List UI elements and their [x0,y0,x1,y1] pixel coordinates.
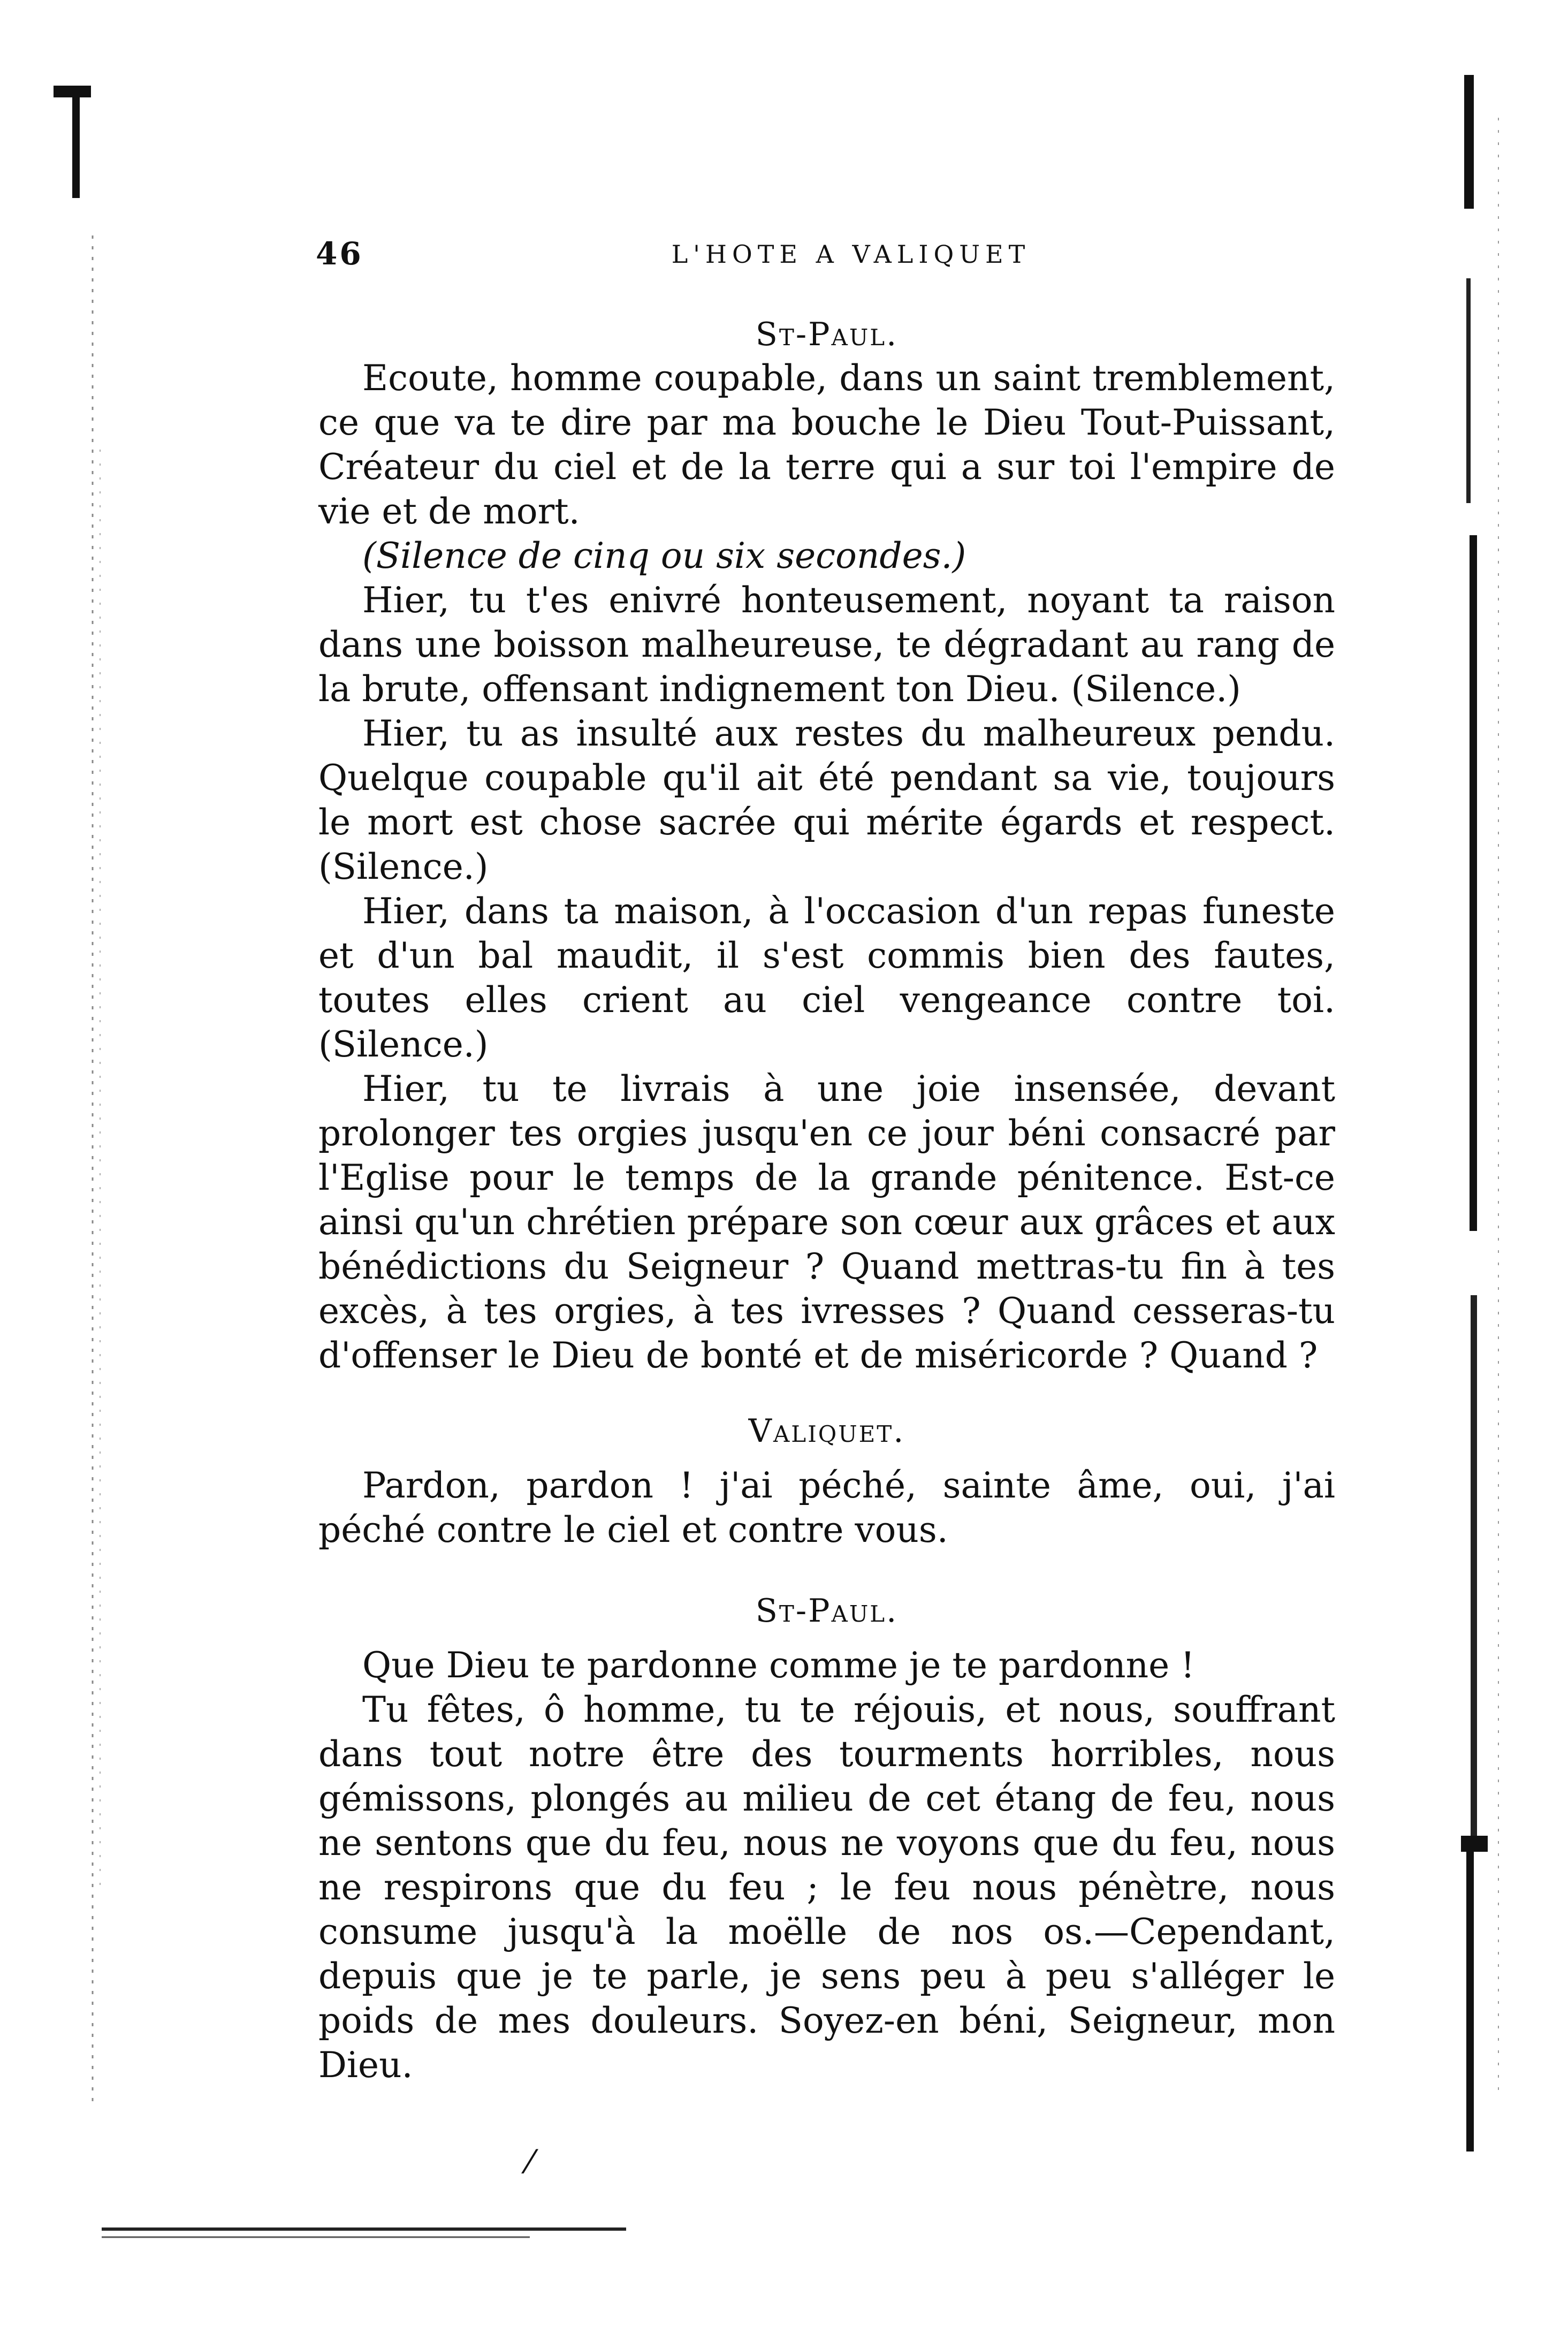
stage-direction: (Silence de cinq ou six secondes.) [362,535,966,576]
page-content [318,313,1335,2087]
paragraph: Hier, dans ta maison, à l'occasion d'un repas funeste et d'un bal maudit, il s'est commis bien des fautes, toutes elles crient au ciel vengeance contre toi. (Silence.) [318,891,1335,1065]
page-header [316,235,1333,284]
paragraph: Hier, tu te livrais à une joie insensée, devant prolonger tes orgies jusqu'en ce jour béni consacré par l'Eglise pour le temps de la grande pénitence. Est-ce ainsi qu'un chrétien prépare son cœur aux grâces et aux bénédictions du Seigneur ? Quand mettras-tu fin à tes excès, à tes orgies, à tes ivresses ? Quand cesseras-tu d'offenser le Dieu de bonté et de miséricorde ? Quand ? [318,1068,1335,1376]
page-number: 46 [316,235,363,272]
paragraph: Que Dieu te pardonne comme je te pardonne ! [362,1645,1195,1686]
paragraph: Hier, tu as insulté aux restes du malheureux pendu. Quelque coupable qu'il ait été pendant sa vie, toujours le mort est chose sacrée qui mérite égards et respect. (Silence.) [318,713,1335,887]
scan-edge-left [51,75,110,2173]
speaker-heading: St-Paul. [755,316,899,353]
paragraph: Pardon, pardon ! j'ai péché, sainte âme, oui, j'ai péché contre le ciel et contre vous. [318,1465,1335,1550]
scan-edge-bottom [102,2208,664,2251]
paragraph: Tu fêtes, ô homme, tu te réjouis, et nous, souffrant dans tout notre être des tourments horribles, nous gémissons, plongés au milieu de cet étang de feu, nous ne sentons que du feu, nous ne voyons que du feu, nous ne respirons que du feu ; le feu nous pénètre, nous consume jusqu'à la moëlle de nos os.—Cependant, depuis que je te parle, je sens peu à peu s'alléger le poids de mes douleurs. Soyez-en béni, Seigneur, mon Dieu. [318,1689,1335,2086]
paragraph: Ecoute, homme coupable, dans un saint tremblement, ce que va te dire par ma bouche le Dieu Tout-Puissant, Créateur du ciel et de la terre qui a sur toi l'empire de vie et de mort. [318,358,1335,532]
speaker-heading: Valiquet. [748,1412,905,1450]
scan-stray-mark: ⁄ [527,2143,533,2181]
running-head: L'HOTE A VALIQUET [671,240,1031,269]
scan-edge-right [1445,64,1520,2151]
speaker-heading: St-Paul. [755,1592,899,1630]
paragraph: Hier, tu t'es enivré honteusement, noyant ta raison dans une boisson malheureuse, te dégradant au rang de la brute, offensant indignement ton Dieu. (Silence.) [318,580,1335,710]
